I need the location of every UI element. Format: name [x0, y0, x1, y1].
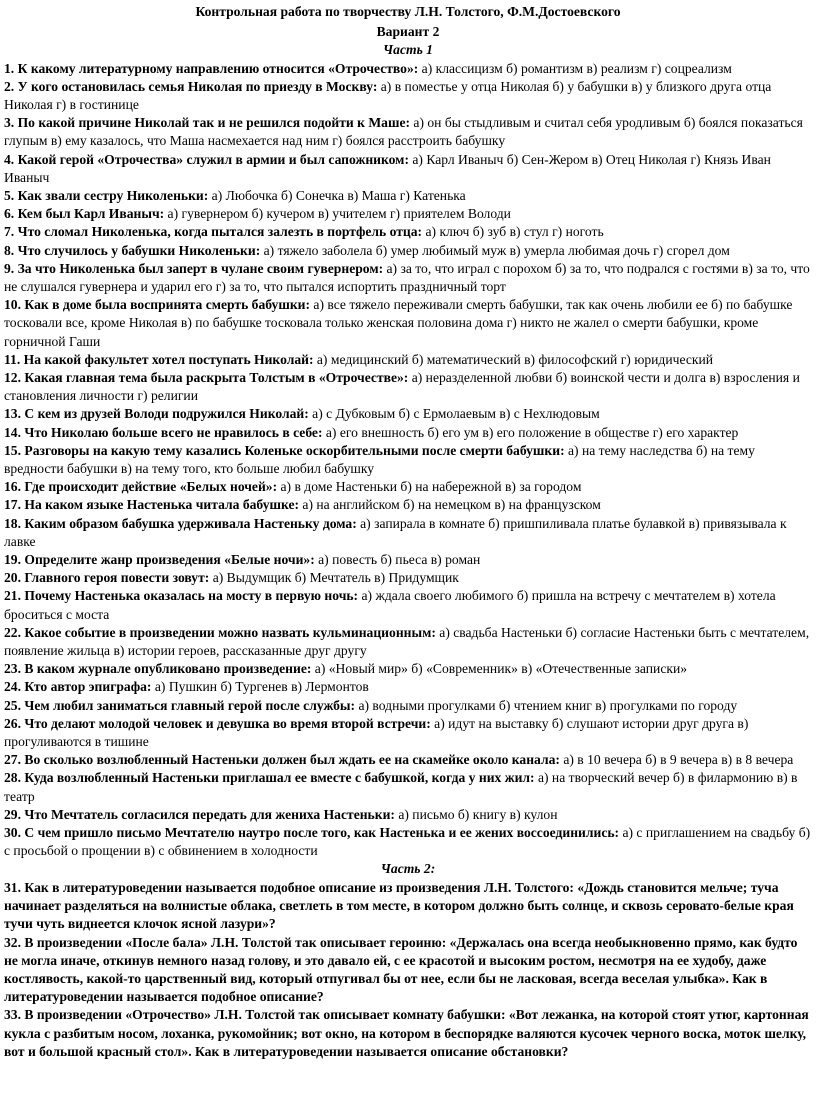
question-10: [4, 296, 812, 351]
question-text: 6. Кем был Карл Иваныч:: [4, 206, 165, 222]
question-26: [4, 715, 812, 751]
question-14: [4, 424, 812, 442]
question-31: 31. Как в литературоведении называется подобное описание из произведения Л.Н. Толстого: «Дождь становится мельче; туча начинает разделяться на волнистые облака, светлеть в том месте, в котором должно быть солнце, и сквозь серовато-белые края тучи чуть виднеется клочок ясной лазури»?: [4, 879, 794, 932]
part1-heading: Часть 1: [383, 42, 433, 57]
answer-options: а) Карл Иваныч б) Сен-Жером в) Отец Николая г) Князь Иван Иваныч: [4, 151, 771, 185]
answer-options: а) медицинский б) математический в) философский г) юридический: [313, 351, 714, 367]
question-9: [4, 260, 812, 296]
question-text: 30. С чем пришло письмо Мечтателю наутро после того, как Настенька и ее жених воссоединились:: [4, 825, 620, 841]
question-20: [4, 569, 812, 587]
question-text: 25. Чем любил заниматься главный герой после службы:: [4, 697, 356, 713]
answer-options: а) на английском б) на немецком в) на французском: [299, 497, 601, 513]
question-text: 8. Что случилось у бабушки Николеньки:: [4, 242, 261, 258]
question-6: [4, 205, 812, 223]
variant-label: Вариант 2: [376, 23, 440, 39]
question-text: 13. С кем из друзей Володи подружился Николай:: [4, 406, 309, 422]
question-text: 1. К какому литературному направлению относится «Отрочество»:: [4, 60, 419, 76]
question-text: 9. За что Николенька был заперт в чулане своим гувернером:: [4, 260, 384, 276]
question-33: 33. В произведении «Отрочество» Л.Н. Толстой так описывает комнату бабушки: «Вот лежанка, на которой стоят утюг, картонная кукла с разбитым носом, лоханка, рукомойник; вот окно, на котором в беспорядке валяются кусочек черного воска, моток шелку, вот и большой красный стол». Как в литературоведении называется описание обстановки?: [4, 1007, 809, 1059]
question-text: 21. Почему Настенька оказалась на мосту в первую ночь:: [4, 588, 359, 604]
answer-options: а) в поместье у отца Николая б) у бабушки в) у близкого друга отца Николая г) в гостинице: [4, 78, 772, 112]
question-4: [4, 151, 812, 187]
question-text: 4. Какой герой «Отрочества» служил в армии и был сапожником:: [4, 151, 409, 167]
question-5: [4, 187, 812, 205]
answer-options: а) с Дубковым б) с Ермолаевым в) с Нехлюдовым: [308, 406, 600, 422]
answer-options: а) в доме Настеньки б) на набережной в) за городом: [277, 479, 582, 495]
question-text: 14. Что Николаю больше всего не нравилось в себе:: [4, 424, 323, 440]
answer-options: а) ключ б) зуб в) стул г) ноготь: [422, 224, 604, 240]
answer-options: а) идут на выставку б) слушают истории друг друга в) прогуливаются в тишине: [4, 715, 749, 750]
question-16: [4, 478, 812, 496]
answer-options: а) Любочка б) Сонечка в) Маша г) Катенька: [208, 187, 466, 203]
document-title: Контрольная работа по творчеству Л.Н. Толстого, Ф.М.Достоевского: [195, 4, 621, 19]
question-30: [4, 824, 812, 860]
question-2: [4, 78, 812, 114]
answer-options: а) классицизм б) романтизм в) реализм г) соцреализм: [418, 60, 732, 76]
question-text: 17. На каком языке Настенька читала бабушке:: [4, 497, 300, 513]
question-text: 23. В каком журнале опубликовано произведение:: [4, 661, 312, 677]
question-29: [4, 806, 812, 824]
answer-options: а) водными прогулками б) чтением книг в) прогулками по городу: [355, 697, 738, 713]
question-12: [4, 369, 812, 405]
part1-questions: [4, 60, 812, 861]
question-19: [4, 551, 812, 569]
question-1: [4, 60, 812, 78]
question-text: 24. Кто автор эпиграфа:: [4, 679, 152, 695]
question-text: 16. Где происходит действие «Белых ночей»:: [4, 479, 278, 495]
question-text: 3. По какой причине Николай так и не решился подойти к Маше:: [4, 115, 411, 131]
question-text: 19. Определите жанр произведения «Белые ночи»:: [4, 551, 315, 567]
question-7: [4, 223, 812, 241]
answer-options: а) свадьба Настеньки б) согласие Настеньки быть с мечтателем, появление жильца в) истории героев, рассказанные друг другу: [4, 624, 810, 658]
question-25: [4, 697, 812, 715]
question-23: [4, 660, 812, 678]
question-text: 18. Каким образом бабушка удерживала Настеньку дома:: [4, 515, 357, 531]
question-text: 15. Разговоры на какую тему казались Коленьке оскорбительными после смерти бабушки:: [4, 442, 565, 458]
question-text: 26. Что делают молодой человек и девушка во время второй встречи:: [4, 715, 431, 731]
answer-options: а) за то, что играл с порохом б) за то, что подрался с гостями в) за то, что не слушался гувернера и ударил его г) за то, что пытался испортить праздничный торт: [4, 260, 810, 294]
answer-options: а) его внешность б) его ум в) его положение в обществе г) его характер: [322, 424, 739, 440]
question-text: 22. Какое событие в произведении можно назвать кульминационным:: [4, 624, 436, 640]
answer-options: а) Выдумщик б) Мечтатель в) Придумщик: [209, 570, 459, 586]
answer-options: а) ждала своего любимого б) пришла на встречу с мечтателем в) хотела броситься с моста: [4, 588, 776, 622]
answer-options: а) с приглашением на свадьбу б) с просьбой о прощении в) с обвинением в холодности: [4, 825, 811, 859]
question-3: [4, 114, 812, 150]
question-21: [4, 587, 812, 623]
answer-options: а) все тяжело переживали смерть бабушки, так как очень любили ее б) по бабушке тосковали все, кроме Николая в) по бабушке тосковала только женская половина дома г) никто не жалел о смерти бабушки, кроме горничной Гаши: [4, 297, 793, 349]
question-24: [4, 678, 812, 696]
question-15: [4, 442, 812, 478]
answer-options: а) на тему наследства б) на тему вредности бабушки в) на тему того, кто больше любил бабушку: [4, 442, 755, 476]
answer-options: а) тяжело заболела б) умер любимый муж в) умерла любимая дочь г) сгорел дом: [260, 242, 730, 258]
answer-options: а) запирала в комнате б) пришпиливала платье булавкой в) привязывала к лавке: [4, 515, 787, 549]
question-17: [4, 496, 812, 514]
question-text: 29. Что Мечтатель согласился передать для жениха Настеньки:: [4, 806, 395, 822]
question-8: [4, 242, 812, 260]
answer-options: а) в 10 вечера б) в 9 вечера в) в 8 вечера: [559, 752, 794, 768]
question-13: [4, 405, 812, 423]
question-text: 2. У кого остановилась семья Николая по приезду в Москву:: [4, 78, 378, 94]
question-text: 27. Во сколько возлюбленный Настеньки должен был ждать ее на скамейке около канала:: [4, 752, 560, 768]
answer-options: а) повесть б) пьеса в) роман: [314, 551, 481, 567]
part2-questions: [4, 879, 812, 1061]
question-text: 5. Как звали сестру Николеньки:: [4, 187, 209, 203]
question-text: 7. Что сломал Николенька, когда пытался залезть в портфель отца:: [4, 224, 423, 240]
answer-options: а) неразделенной любви б) воинской чести и долга в) взросления и становления личности г) религии: [4, 369, 800, 404]
question-22: [4, 624, 812, 660]
answer-options: а) письмо б) книгу в) кулон: [394, 806, 558, 822]
question-text: 10. Как в доме была воспринята смерть бабушки:: [4, 297, 311, 313]
answer-options: а) гувернером б) кучером в) учителем г) приятелем Володи: [164, 206, 511, 222]
question-18: [4, 515, 812, 551]
question-27: [4, 751, 812, 769]
question-text: 12. Какая главная тема была раскрыта Толстым в «Отрочестве»:: [4, 369, 409, 385]
answer-options: а) на творческий вечер б) в филармонию в) в театр: [4, 770, 798, 804]
question-28: [4, 769, 812, 805]
question-text: 20. Главного героя повести зовут:: [4, 570, 210, 586]
question-11: [4, 351, 812, 369]
answer-options: а) «Новый мир» б) «Современник» в) «Отечественные записки»: [311, 661, 688, 677]
question-text: 28. Куда возлюбленный Настеньки приглашал ее вместе с бабушкой, когда у них жил:: [4, 770, 535, 786]
part2-heading: Часть 2:: [380, 861, 436, 877]
answer-options: а) он бы стыдливым и считал себя уродливым б) боялся показаться глупым в) ему казалось, что Маша насмехается над ним г) боялся расстроить бабушку: [4, 115, 803, 149]
question-text: 11. На какой факультет хотел поступать Николай:: [4, 351, 314, 367]
question-32: 32. В произведении «После бала» Л.Н. Толстой так описывает героиню: «Держалась она всегда необыкновенно прямо, как будто не могла иначе, откинув немного назад голову, и это давало ей, с ее красотой и высоким ростом, несмотря на ее худобу, даже костлявость, какой-то царственный вид, который отпугивал бы от нее, если бы не ласковая, всегда веселая улыбка». Как в литературоведении называется подобное описание?: [4, 934, 798, 1005]
answer-options: а) Пушкин б) Тургенев в) Лермонтов: [151, 679, 369, 695]
